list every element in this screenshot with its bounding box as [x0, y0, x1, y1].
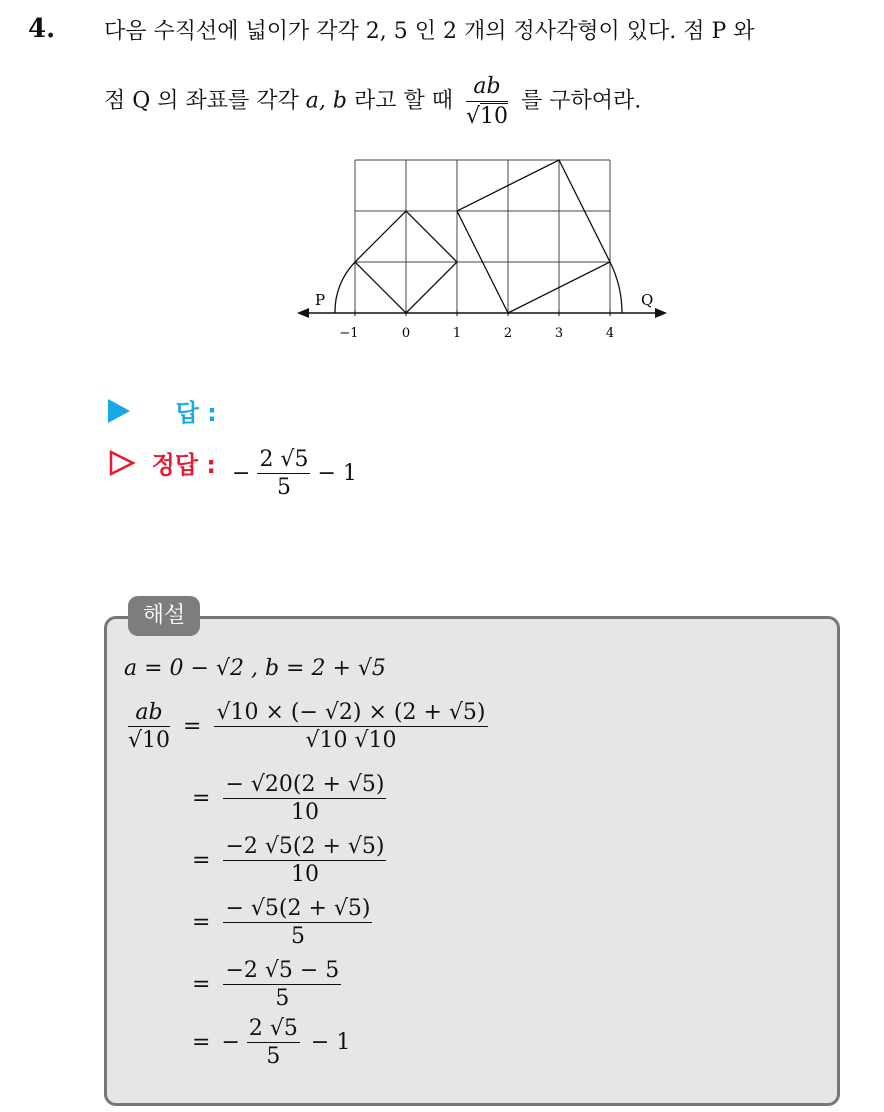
- tick-label: 4: [605, 326, 615, 341]
- step-3-numerator: −2 √5(2 + √5): [225, 834, 385, 859]
- solution-tag: 해설: [128, 596, 200, 636]
- answer-label: 답 :: [175, 399, 217, 427]
- question-line-2: [104, 74, 641, 129]
- solution-line-1: [124, 656, 386, 681]
- tick-label: 2: [503, 326, 513, 341]
- lhs-numerator: ab: [128, 700, 170, 727]
- question-fraction: [466, 74, 508, 129]
- point-q-label: Q: [641, 291, 654, 309]
- step-4-fraction: [223, 896, 372, 949]
- question-line-1: 다음 수직선에 넓이가 각각 2, 5 인 2 개의 정사각형이 있다. 점 P 와: [104, 19, 755, 44]
- step-6-fraction: [247, 1016, 300, 1069]
- step-2-fraction: [223, 772, 386, 825]
- solution-step-3: = $\frac{-2 √5(2 + √5)}{10}$: [192, 834, 385, 887]
- answer-fraction: [257, 447, 310, 500]
- lhs-denominator: √10: [128, 728, 171, 753]
- play-triangle-icon: [108, 399, 130, 423]
- solution-step-2: = $\frac{- √20(2 + √5)}{10}$: [192, 772, 385, 825]
- step-5-fraction: [223, 958, 341, 1011]
- solution-step-5: = $\frac{-2 √5 - 5}{5}$: [192, 958, 340, 1011]
- solution-ab-values: a = 0 − √2 , b = 2 + √5: [124, 656, 386, 681]
- answer-blank-row: [108, 393, 217, 428]
- step-1-fraction: [214, 700, 487, 753]
- step-6-sign: −: [221, 1030, 240, 1055]
- question-text-b: 라고 할 때: [353, 88, 453, 114]
- point-p-label: P: [315, 291, 326, 309]
- correct-answer-label: 정답 :: [151, 451, 216, 479]
- solution-step-1: $\frac{ab}{√10}$ = $\frac{√10 \times (- √2) \times (2 + √5)}{√10 √10}$: [128, 700, 486, 753]
- solution-step-6: = − $\frac{2 √5}{5}$ − 1: [192, 1016, 351, 1069]
- step-1-denominator: √10 √10: [305, 728, 397, 753]
- answer-tail: − 1: [317, 461, 357, 486]
- answer-sign: −: [232, 461, 251, 486]
- step-6-numerator: 2 √5: [248, 1016, 298, 1041]
- step-2-denominator: 10: [290, 800, 319, 825]
- fraction-denominator: √10: [465, 104, 508, 129]
- outline-triangle-icon: [108, 449, 136, 477]
- lhs-fraction: [128, 700, 170, 753]
- step-4-denominator: 5: [290, 924, 305, 949]
- tick-label: 3: [554, 326, 564, 341]
- correct-answer-value: [232, 447, 357, 500]
- number-line-figure: [295, 155, 675, 355]
- question-vars: a, b: [305, 88, 347, 114]
- step-6-denominator: 5: [266, 1044, 281, 1069]
- tick-label: −1: [339, 326, 359, 341]
- tick-label: 0: [401, 326, 411, 341]
- step-1-numerator: √10 × (− √2) × (2 + √5): [216, 700, 486, 725]
- question-text-c: 를 구하여라.: [521, 88, 642, 114]
- step-5-denominator: 5: [275, 986, 290, 1011]
- answer-denominator: 5: [276, 475, 291, 500]
- step-3-denominator: 10: [290, 862, 319, 887]
- step-4-numerator: − √5(2 + √5): [225, 896, 371, 921]
- step-2-numerator: − √20(2 + √5): [225, 772, 385, 797]
- step-3-fraction: [223, 834, 386, 887]
- question-number: 4.: [28, 14, 56, 44]
- step-5-numerator: −2 √5 − 5: [225, 958, 340, 983]
- tick-label: 1: [452, 326, 462, 341]
- answer-correct-row: [108, 445, 216, 480]
- solution-step-4: = $\frac{- √5(2 + √5)}{5}$: [192, 896, 371, 949]
- step-6-tail: − 1: [310, 1030, 351, 1055]
- answer-numerator: 2 √5: [259, 447, 309, 472]
- question-text-a: 점 Q 의 좌표를 각각: [104, 88, 299, 114]
- fraction-numerator: ab: [466, 74, 508, 102]
